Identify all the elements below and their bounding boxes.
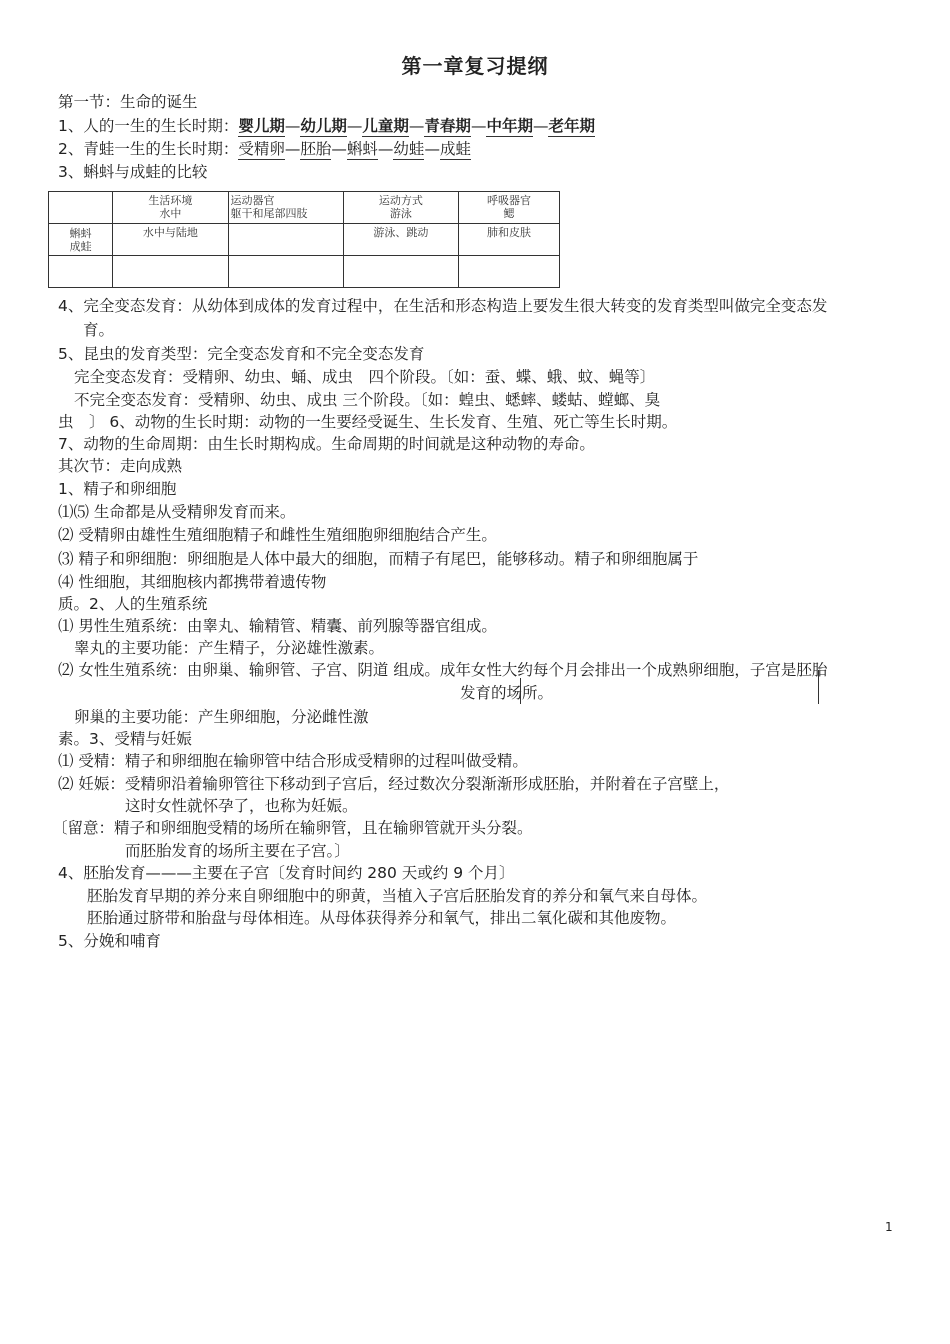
note-line-cont: 而胚胎发育的场所主要在子宫。〕 [125,842,350,860]
subsection-heading: 1、精子和卵细胞 [58,480,177,498]
human-stages-prefix: 1、人的一生的生长时期： [58,117,239,135]
list-item: ⑵ 受精卵由雄性生殖细胞精子和雌性生殖细胞卵细胞结合产生。 [58,526,497,544]
page-number: 1 [885,1220,893,1234]
list-item: ⑷ 性细胞，其细胞核内都携带着遗传物 [58,573,327,591]
incomplete-metamorphosis-line: 不完全变态发育：受精卵、幼虫、成虫 三个阶段。〔如：蝗虫、蟋蟀、蝼蛄、螳螂、臭 [74,391,661,409]
subsection-heading: 素。3、受精与妊娠 [58,730,192,748]
frog-stages-line: 2、青蛙一生的生长时期：受精卵—胚胎—蝌蚪—幼蛙—成蛙 [58,140,471,158]
list-item-cont: 这时女性就怀孕了，也称为妊娠。 [125,797,358,815]
handwritten-mark [520,678,521,704]
stage: 受精卵 [238,140,285,158]
stage: 老年期 [548,117,595,135]
stage: 中年期 [486,117,533,135]
table-cell [228,224,343,256]
stage: 幼儿期 [300,117,347,135]
table-cell [113,256,228,288]
list-item: ⑶ 精子和卵细胞：卵细胞是人体中最大的细胞，而精子有尾巴，能够移动。精子和卵细胞属于 [58,550,699,568]
subsection-heading: 5、分娩和哺育 [58,932,161,950]
table-corner-cell [49,192,113,224]
table-cell [459,256,560,288]
stage: 幼蛙 [393,140,425,158]
comparison-heading: 3、蝌蚪与成蛙的比较 [58,163,208,181]
page-title: 第一章复习提纲 [401,54,549,78]
list-item: ⑵ 妊娠：受精卵沿着输卵管往下移动到子宫后，经过数次分裂渐渐形成胚胎，并附着在子宫壁上， [58,775,730,793]
comparison-table [48,191,560,288]
stage: 蝌蚪 [346,140,378,158]
section2-heading: 其次节：走向成熟 [58,457,183,475]
table-cell: 肺和皮肤 [459,224,560,256]
subsection-heading: 4、胚胎发育———主要在子宫〔发育时间约 280 天或约 9 个月〕 [58,864,515,882]
note-line: 〔留意：精子和卵细胞受精的场所在输卵管，且在输卵管就开头分裂。 [52,819,533,837]
frog-stages-prefix: 2、青蛙一生的生长时期： [58,140,239,158]
list-item: 胚胎通过脐带和胎盘与母体相连。从母体获得养分和氧气，排出二氧化碳和其他废物。 [87,909,677,927]
stage: 胚胎 [300,140,332,158]
list-item: ⑴⑸ 生命都是从受精卵发育而来。 [58,503,296,521]
table-cell: 游泳、跳动 [343,224,458,256]
subsection-heading: 质。2、人的生殖系统 [58,595,208,613]
table-header-cell: 生活环境 水中 [113,192,228,224]
list-item: ⑴ 受精：精子和卵细胞在输卵管中结合形成受精卵的过程叫做受精。 [58,752,528,770]
insect-types-line: 5、昆虫的发育类型：完全变态发育和不完全变态发育 [58,345,425,363]
list-item: 卵巢的主要功能：产生卵细胞，分泌雌性激 [74,708,369,726]
complete-metamorphosis-line: 完全变态发育：受精卵、幼虫、蛹、成虫 四个阶段。〔如：蚕、蝶、蛾、蚊、蝇等〕 [74,368,656,386]
table-cell [49,256,113,288]
table-header-cell: 呼吸器官 鳃 [459,192,560,224]
stage: 婴儿期 [238,117,285,135]
table-row-label: 蝌蚪 成蛙 [49,224,113,256]
table-header-cell: 运动方式 游泳 [343,192,458,224]
table-header-cell: 运动器官 躯干和尾部四肢 [228,192,343,224]
human-stages-line: 1、人的一生的生长时期：婴儿期—幼儿期—儿童期—青春期—中年期—老年期 [58,117,595,135]
table-cell: 水中与陆地 [113,224,228,256]
stage: 青春期 [424,117,471,135]
list-item-cont: 发育的场所。 [460,684,554,702]
complete-metamorphosis-def: 4、完全变态发育：从幼体到成体的发育过程中，在生活和形态构造上要发生很大转变的发育类型叫做完全变态发 [58,297,828,315]
handwritten-mark [818,670,819,704]
table-cell [228,256,343,288]
stage: 儿童期 [362,117,409,135]
complete-metamorphosis-def-cont: 育。 [83,321,115,339]
table-cell [343,256,458,288]
list-item: ⑴ 男性生殖系统：由睾丸、输精管、精囊、前列腺等器官组成。 [58,617,497,635]
list-item: 胚胎发育早期的养分来自卵细胞中的卵黄，当植入子宫后胚胎发育的养分和氧气来自母体。 [87,887,708,905]
animal-growth-line: 虫 〕 6、动物的生长时期：动物的一生要经受诞生、生长发育、生殖、死亡等生长时期。 [58,413,678,431]
section1-heading: 第一节：生命的诞生 [58,93,198,111]
life-cycle-line: 7、动物的生命周期：由生长时期构成。生命周期的时间就是这种动物的寿命。 [58,435,595,453]
stage: 成蛙 [439,140,471,158]
list-item: ⑵ 女性生殖系统：由卵巢、输卵管、子宫、阴道 组成。成年女性大约每个月会排出一个成熟卵细胞，子宫是胚胎 [58,661,828,679]
list-item: 睾丸的主要功能：产生精子，分泌雄性激素。 [74,639,385,657]
